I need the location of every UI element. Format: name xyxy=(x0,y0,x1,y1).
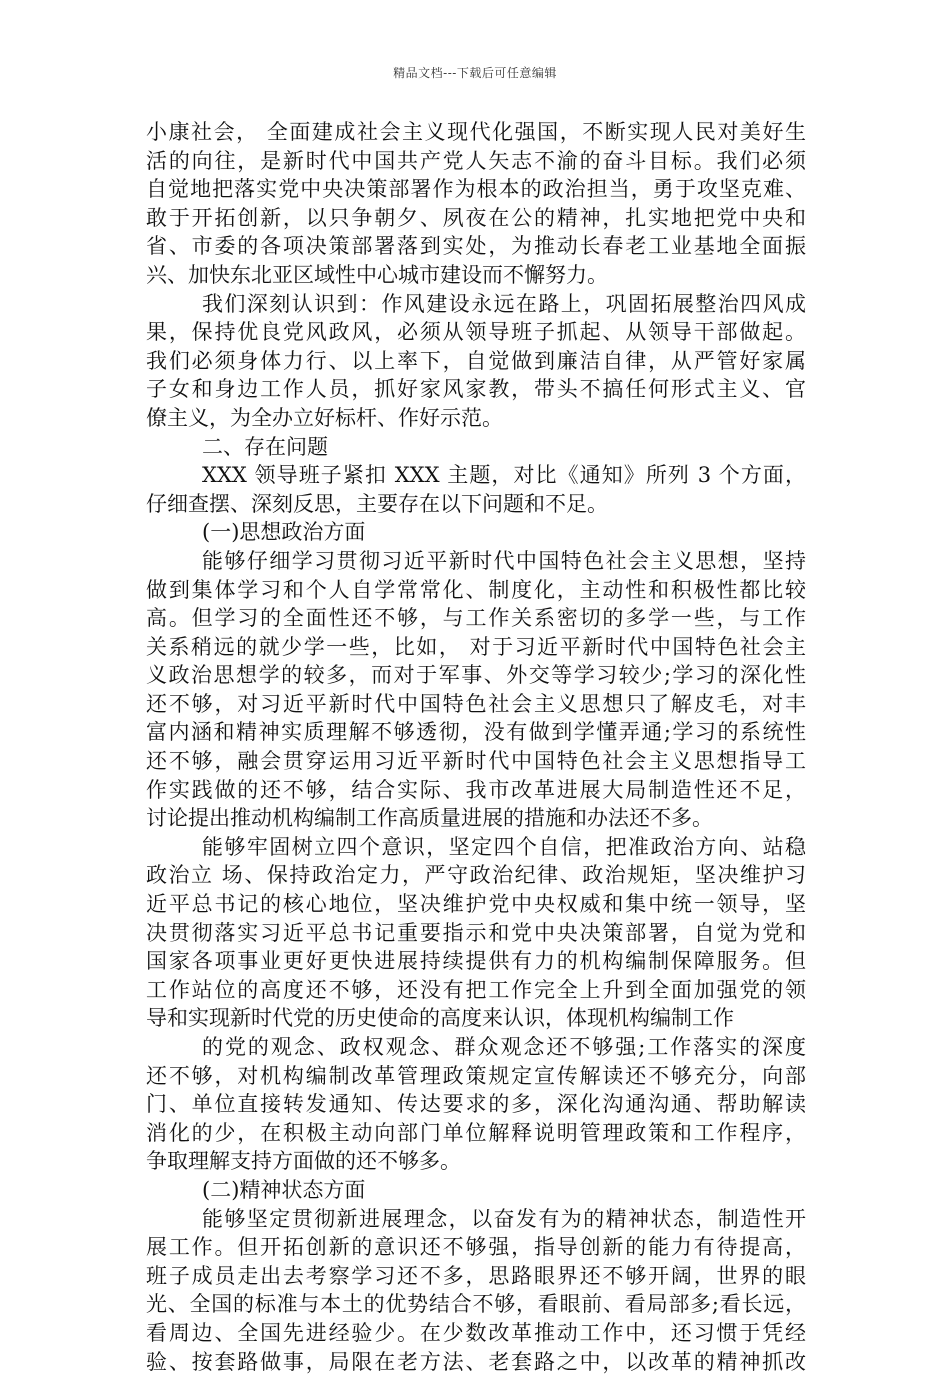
document-body xyxy=(146,118,806,1376)
text-line: 自觉地把落实党中央决策部署作为根本的政治担当，勇于攻坚克难、 xyxy=(146,177,806,202)
text-line: 兴、加快东北亚区域性中心城市建设而不懈努力。 xyxy=(146,262,608,287)
text-line: 光、全国的标准与本土的优势结合不够，看眼前、看局部多;看长远， xyxy=(146,1292,806,1317)
text-line: 作实践做的还不够，结合实际、我市改革进展大局制造性还不足， xyxy=(146,777,806,802)
text-line: 看周边、全国先进经验少。在少数改革推动工作中，还习惯于凭经 xyxy=(146,1320,806,1345)
text-line: 富内涵和精神实质理解不够透彻，没有做到学懂弄通;学习的系统性 xyxy=(146,720,806,745)
text-line: 关系稍远的就少学一些，比如， 对于习近平新时代中国特色社会主 xyxy=(146,634,806,659)
text-line: 果，保持优良党风政风，必须从领导班子抓起、从领导干部做起。 xyxy=(146,320,806,345)
text-line: 省、市委的各项决策部署落到实处，为推动长春老工业基地全面振 xyxy=(146,234,806,259)
text-line: 讨论提出推动机构编制工作高质量进展的措施和办法还不多。 xyxy=(146,806,713,831)
text-line: 子女和身边工作人员，抓好家风家教，带头不搞任何形式主义、官 xyxy=(146,377,806,402)
text-line: 的党的观念、政权观念、群众观念还不够强;工作落实的深度 xyxy=(202,1035,806,1059)
text-line: 还不够，对机构编制改革管理政策规定宣传解读还不够充分，向部 xyxy=(146,1063,806,1088)
text-line: 僚主义，为全办立好标杆、作好示范。 xyxy=(146,405,503,430)
text-line: 我们必须身体力行、以上率下，自觉做到廉洁自律，从严管好家属 xyxy=(146,348,806,373)
text-line: (一)思想政治方面 xyxy=(202,520,366,545)
text-line: 近平总书记的核心地位，坚决维护党中央权威和集中统一领导，坚 xyxy=(146,892,806,917)
text-line: 小康社会， 全面建成社会主义现代化强国，不断实现人民对美好生 xyxy=(146,120,806,144)
text-line: 做到集体学习和个人自学常常化、制度化，主动性和积极性都比较 xyxy=(146,577,806,602)
text-line: 能够坚定贯彻新进展理念，以奋发有为的精神状态，制造性开 xyxy=(202,1206,806,1231)
text-line: 验、按套路做事，局限在老方法、老套路之中，以改革的精神抓改 xyxy=(146,1349,806,1374)
text-line: 决贯彻落实习近平总书记重要指示和党中央决策部署，自觉为党和 xyxy=(146,920,806,945)
text-line: 工作站位的高度还不够，还没有把工作完全上升到全面加强党的领 xyxy=(146,977,806,1002)
text-line: 门、单位直接转发通知、传达要求的多，深化沟通沟通、帮助解读 xyxy=(146,1092,806,1117)
text-line: 二、存在问题 xyxy=(202,434,328,459)
text-line: 义政治思想学的较多，而对于军事、外交等学习较少;学习的深化性 xyxy=(146,663,806,688)
text-line: 展工作。但开拓创新的意识还不够强，指导创新的能力有待提高， xyxy=(146,1235,806,1260)
text-line: 争取理解支持方面做的还不够多。 xyxy=(146,1149,461,1174)
text-line: 还不够，对习近平新时代中国特色社会主义思想只了解皮毛，对丰 xyxy=(146,691,806,716)
text-line: 敢于开拓创新，以只争朝夕、夙夜在公的精神，扎实地把党中央和 xyxy=(146,205,806,230)
text-line: (二)精神状态方面 xyxy=(202,1177,366,1202)
text-line: 还不够，融会贯穿运用习近平新时代中国特色社会主义思想指导工 xyxy=(146,749,806,774)
text-line: 能够仔细学习贯彻习近平新时代中国特色社会主义思想，坚持 xyxy=(202,548,806,573)
text-line: 活的向往，是新时代中国共产党人矢志不渝的奋斗目标。我们必须 xyxy=(146,148,806,173)
text-line: 高。但学习的全面性还不够，与工作关系密切的多学一些，与工作 xyxy=(146,606,806,631)
text-line: 仔细查摆、深刻反思，主要存在以下问题和不足。 xyxy=(146,491,608,516)
text-line: 班子成员走出去考察学习还不多，思路眼界还不够开阔，世界的眼 xyxy=(146,1263,806,1288)
text-line: 导和实现新时代党的历史使命的高度来认识，体现机构编制工作 xyxy=(146,1006,734,1031)
text-line: 国家各项事业更好更快进展持续提供有力的机构编制保障服务。但 xyxy=(146,949,806,974)
text-line: 能够牢固树立四个意识，坚定四个自信，把准政治方向、站稳 xyxy=(202,834,806,859)
text-line: 消化的少，在积极主动向部门单位解释说明管理政策和工作程序， xyxy=(146,1120,806,1145)
page-header: 精品文档---下载后可任意编辑 xyxy=(393,66,557,80)
text-line: 政治立 场、保持政治定力，严守政治纪律、政治规矩，坚决维护习 xyxy=(146,863,806,888)
text-line: XXX 领导班子紧扣 XXX 主题，对比《通知》所列 3 个方面， xyxy=(202,463,806,488)
text-line: 我们深刻认识到：作风建设永远在路上，巩固拓展整治四风成 xyxy=(202,291,806,316)
